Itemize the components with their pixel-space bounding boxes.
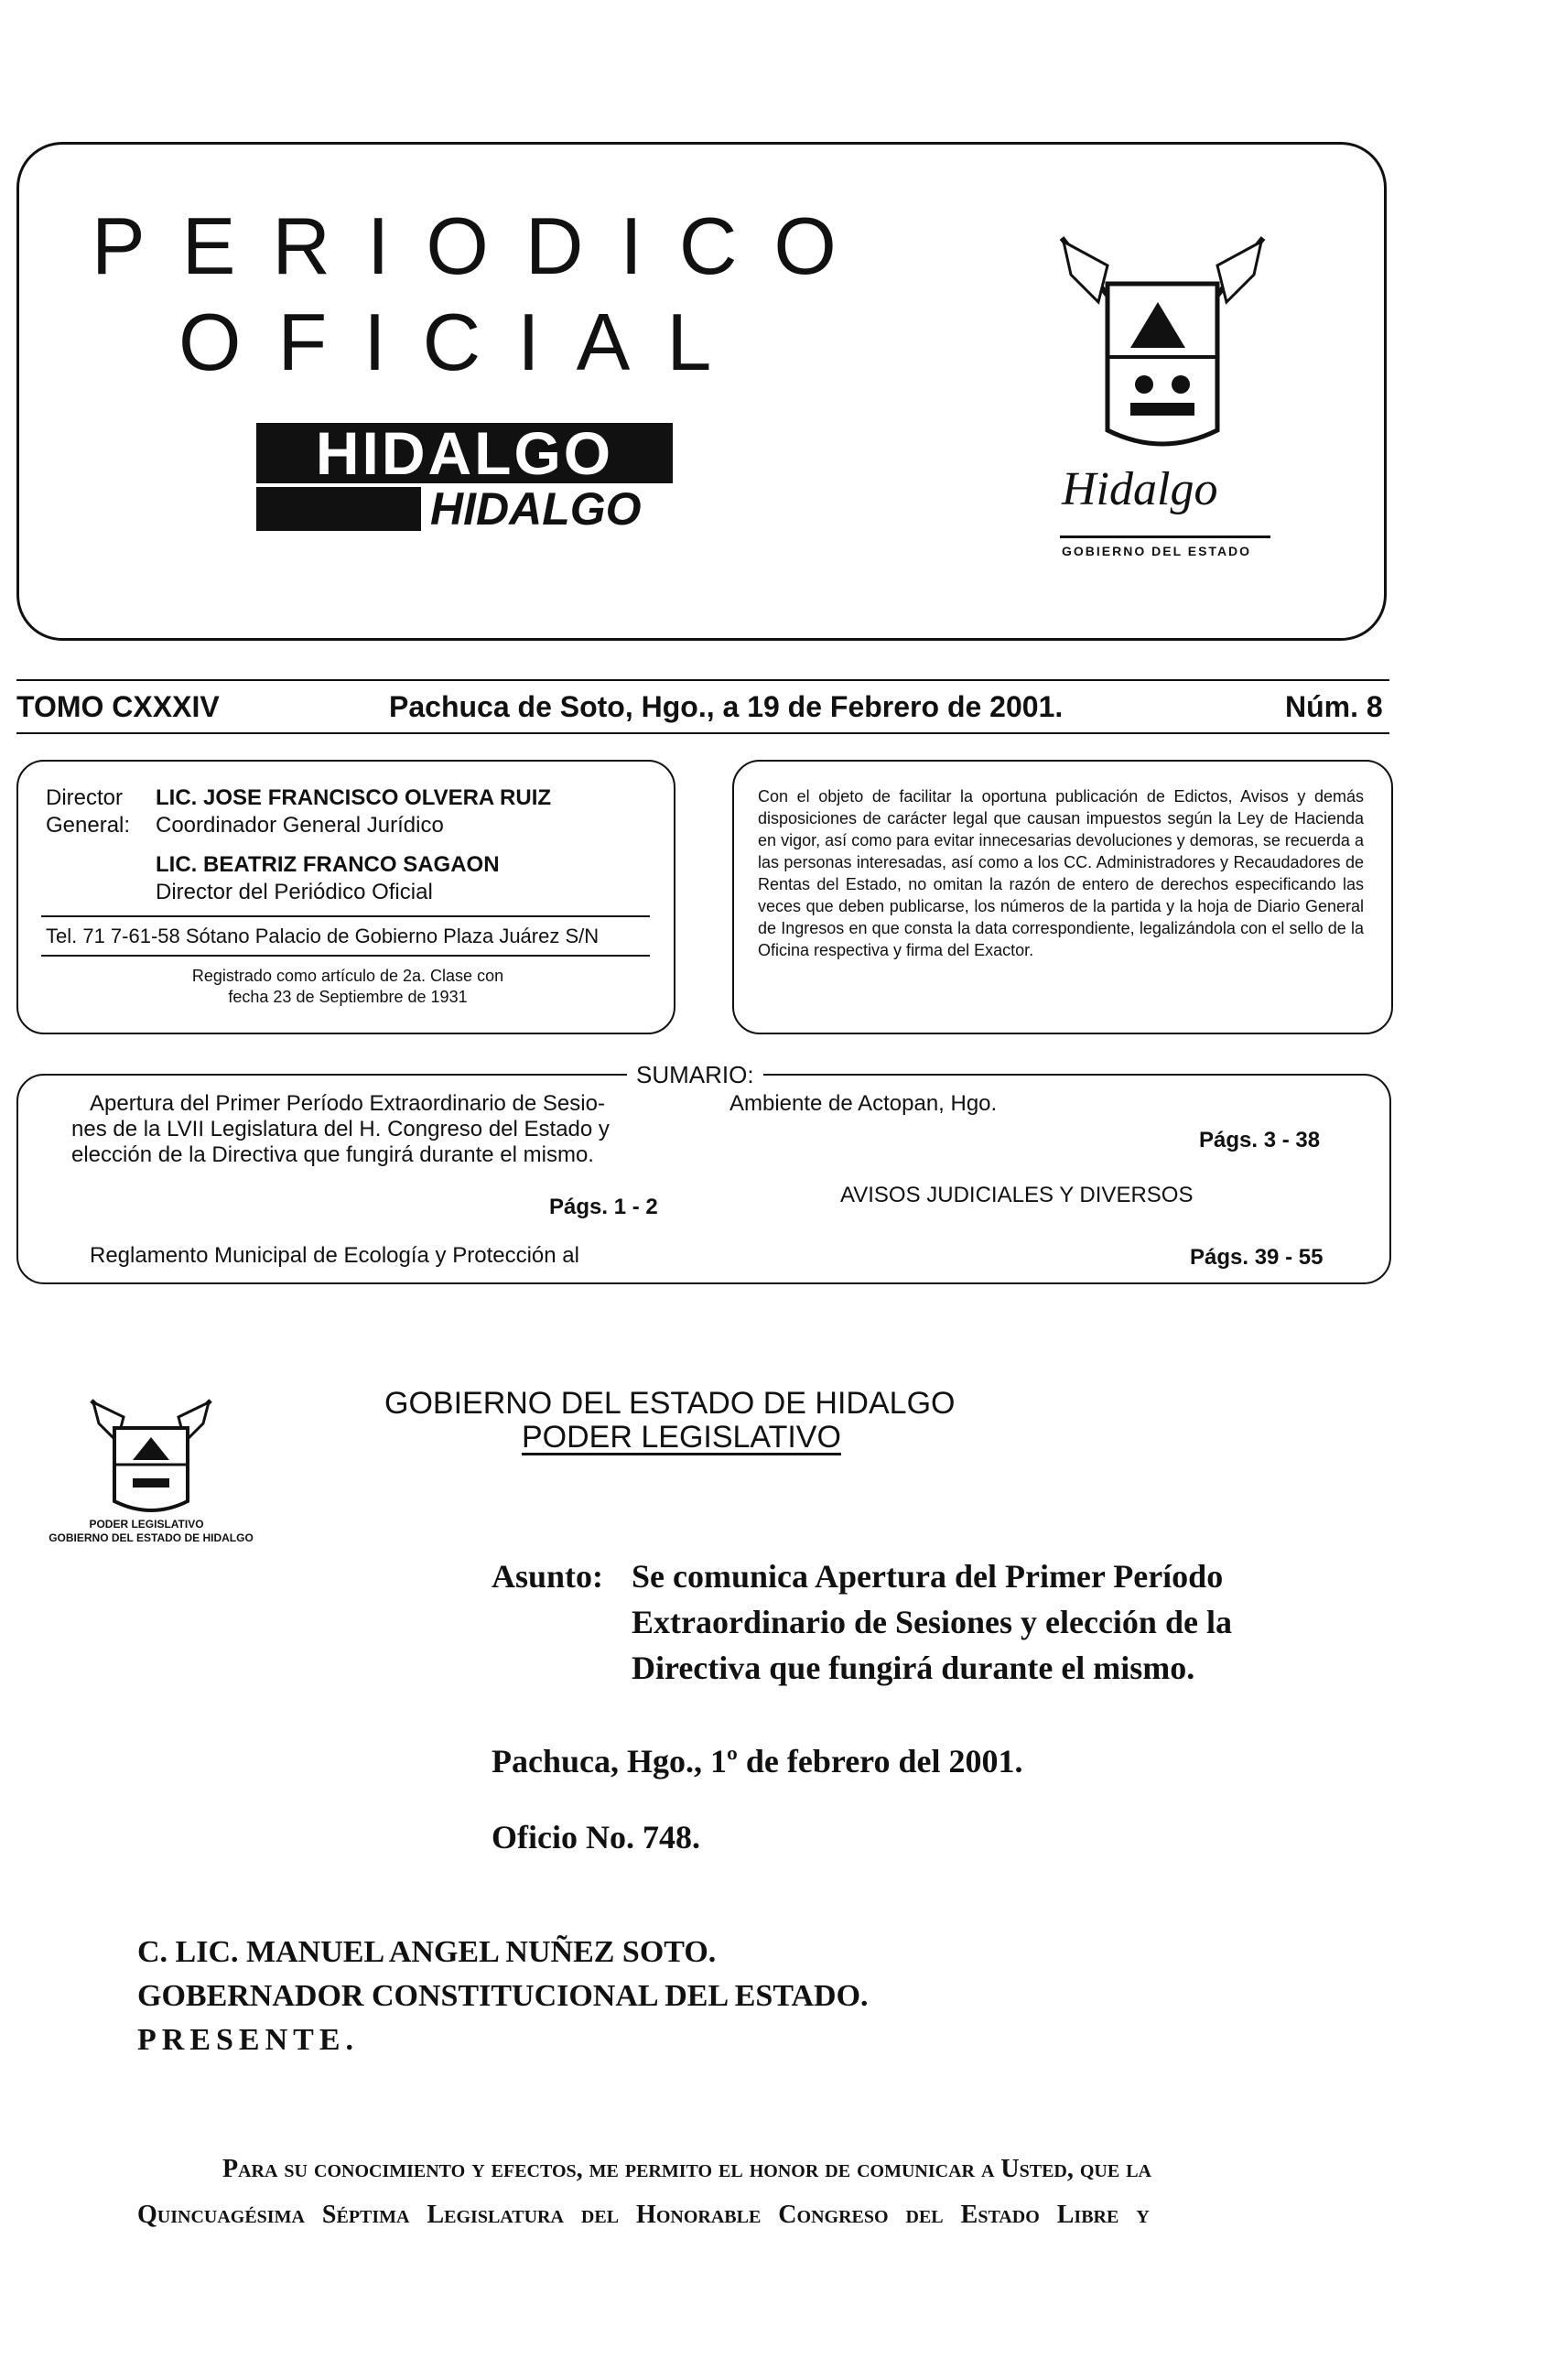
script-hidalgo-signature: Hidalgo: [1062, 463, 1218, 515]
addressee-line-2: GOBERNADOR CONSTITUCIONAL DEL ESTADO.: [137, 1979, 869, 2013]
director-label-1: Director: [46, 785, 124, 810]
editor-name: LIC. BEATRIZ FRANCO SAGAON: [156, 852, 500, 877]
asunto-line-3: Directiva que fungirá durante el mismo.: [632, 1650, 1195, 1686]
letter-heading-1: GOBIERNO DEL ESTADO DE HIDALGO: [384, 1386, 956, 1421]
sumario-item2-line1: Reglamento Municipal de Ecología y Protección al: [90, 1243, 579, 1268]
sumario-item1-line2: nes de la LVII Legislatura del H. Congreso del Estado y: [71, 1117, 610, 1141]
staff-telephone: Tel. 71 7-61-58 Sótano Palacio de Gobierno Plaza Juárez S/N: [46, 925, 600, 947]
letter-heading-2: PODER LEGISLATIVO: [522, 1420, 841, 1455]
sumario-item3: AVISOS JUDICIALES Y DIVERSOS: [840, 1183, 1194, 1207]
masthead-title-oficial: OFICIAL: [178, 297, 749, 387]
issue-number: Núm. 8: [1285, 690, 1383, 723]
asunto-line-2: Extraordinario de Sesiones y elección de la: [632, 1604, 1232, 1640]
sumario-item2-line2: Ambiente de Actopan, Hgo.: [729, 1091, 998, 1116]
editor-role: Director del Periódico Oficial: [156, 880, 433, 904]
issue-rule-bottom: [16, 732, 1389, 734]
sumario-item1-line3: elección de la Directiva que fungirá durante el mismo.: [71, 1142, 594, 1167]
gov-label: GOBIERNO DEL ESTADO: [1062, 544, 1252, 558]
letter-body-line-2: Quincuagésima Séptima Legislatura del Honorable Congreso del Estado Libre y: [137, 2201, 1150, 2229]
director-name: LIC. JOSE FRANCISCO OLVERA RUIZ: [156, 785, 552, 810]
asunto-label: Asunto:: [492, 1558, 604, 1595]
brand-logo-bar: [256, 487, 421, 531]
seal-caption-2: GOBIERNO DEL ESTADO DE HIDALGO: [49, 1531, 254, 1544]
sumario-item2-pages: Págs. 3 - 38: [1199, 1128, 1321, 1152]
issue-tomo: TOMO CXXXIV: [16, 690, 220, 723]
addressee-line-3: PRESENTE.: [137, 2023, 359, 2057]
director-label-2: General:: [46, 813, 131, 838]
registro-line-1: Registrado como artículo de 2a. Clase con: [191, 967, 504, 985]
issue-rule-top: [16, 679, 1389, 681]
letter-date: Pachuca, Hgo., 1º de febrero del 2001.: [492, 1743, 1023, 1780]
state-coat-of-arms-icon: [1043, 229, 1281, 467]
notice-text: Con el objeto de facilitar la oportuna publicación de Edictos, Avisos y demás disposiciones de carácter legal que causan impuestos según la Ley de Hacienda en vigor, así como para evitar innecesarias devoluciones y demoras, se recuerda a las personas interesadas, así como a los CC. Administradores y Recaudadores de Rentas del Estado, no omitan la razón de entero de derechos especificando las veces que deben publicarse, los números de la partida y la hoja de Diario General de Ingresos en que consta la data correspondiente, legalizándola con el sello de la Oficina respectiva y firma del Exactor.: [758, 787, 1364, 959]
sumario-item3-pages: Págs. 39 - 55: [1190, 1245, 1324, 1270]
masthead-title-periodico: PERIODICO: [92, 200, 873, 291]
registro-line-2: fecha 23 de Septiembre de 1931: [228, 988, 468, 1006]
issue-place-date: Pachuca de Soto, Hgo., a 19 de Febrero de 2001.: [389, 690, 1064, 723]
gov-label-rule: [1060, 536, 1270, 538]
brand-logo-subtitle: HIDALGO: [430, 483, 642, 535]
director-role: Coordinador General Jurídico: [156, 813, 444, 838]
sumario-label: SUMARIO:: [627, 1060, 763, 1089]
sumario-item1-pages: Págs. 1 - 2: [549, 1195, 658, 1219]
brand-logo-box: HIDALGO: [256, 423, 673, 483]
staff-rule-1: [41, 915, 650, 917]
letter-body-line-1: Para su conocimiento y efectos, me permito el honor de comunicar a Usted, que la: [222, 2155, 1151, 2183]
sumario-item1-line1: Apertura del Primer Período Extraordinario de Sesio-: [90, 1091, 605, 1116]
asunto-line-1: Se comunica Apertura del Primer Período: [632, 1558, 1224, 1595]
addressee-line-1: C. LIC. MANUEL ANGEL NUÑEZ SOTO.: [137, 1935, 717, 1969]
staff-rule-2: [41, 955, 650, 957]
poder-legislativo-seal-icon: [82, 1391, 220, 1520]
seal-caption-1: PODER LEGISLATIVO: [89, 1518, 204, 1531]
letter-oficio: Oficio No. 748.: [492, 1819, 700, 1855]
